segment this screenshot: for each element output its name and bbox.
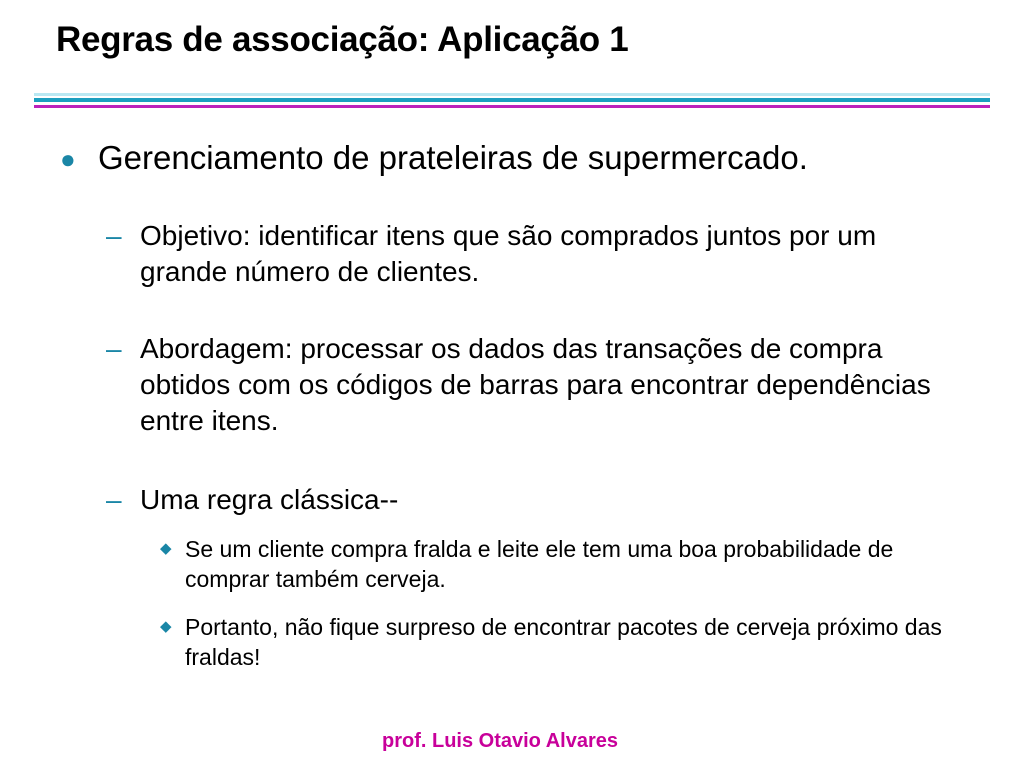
dash-marker: – <box>106 484 122 515</box>
sub-bullet-text: Abordagem: processar os dados das transações de compra obtidos com os códigos de barras para encontrar dependências entre itens. <box>140 333 931 436</box>
dash-marker: – <box>106 333 122 364</box>
round-bullet-icon: ● <box>60 144 76 174</box>
sub-sub-bullet-fralda <box>160 534 980 594</box>
dash-marker: – <box>106 220 122 251</box>
slide-title: Regras de associação: Aplicação 1 <box>56 20 629 59</box>
sub-sub-bullet-text: Portanto, não fique surpreso de encontrar pacotes de cerveja próximo das fraldas! <box>185 614 942 670</box>
title-rule-magenta <box>34 105 990 108</box>
title-rule-light <box>34 93 990 96</box>
title-rule-teal <box>34 98 990 102</box>
main-bullet <box>60 137 990 181</box>
diamond-bullet-icon: ◆ <box>160 540 172 557</box>
sub-bullet-text: Objetivo: identificar itens que são comprados juntos por um grande número de clientes. <box>140 220 877 287</box>
main-bullet-text: Gerenciamento de prateleiras de supermercado. <box>98 139 808 176</box>
sub-sub-bullet-portanto <box>160 612 980 672</box>
sub-bullet-regra <box>106 482 966 518</box>
diamond-bullet-icon: ◆ <box>160 618 172 635</box>
sub-bullet-text: Uma regra clássica-- <box>140 484 399 515</box>
sub-bullet-objetivo <box>106 218 966 290</box>
sub-sub-bullet-text: Se um cliente compra fralda e leite ele tem uma boa probabilidade de comprar também cerveja. <box>185 536 894 592</box>
sub-bullet-abordagem <box>106 331 966 439</box>
footer-author: prof. Luis Otavio Alvares <box>382 730 618 752</box>
